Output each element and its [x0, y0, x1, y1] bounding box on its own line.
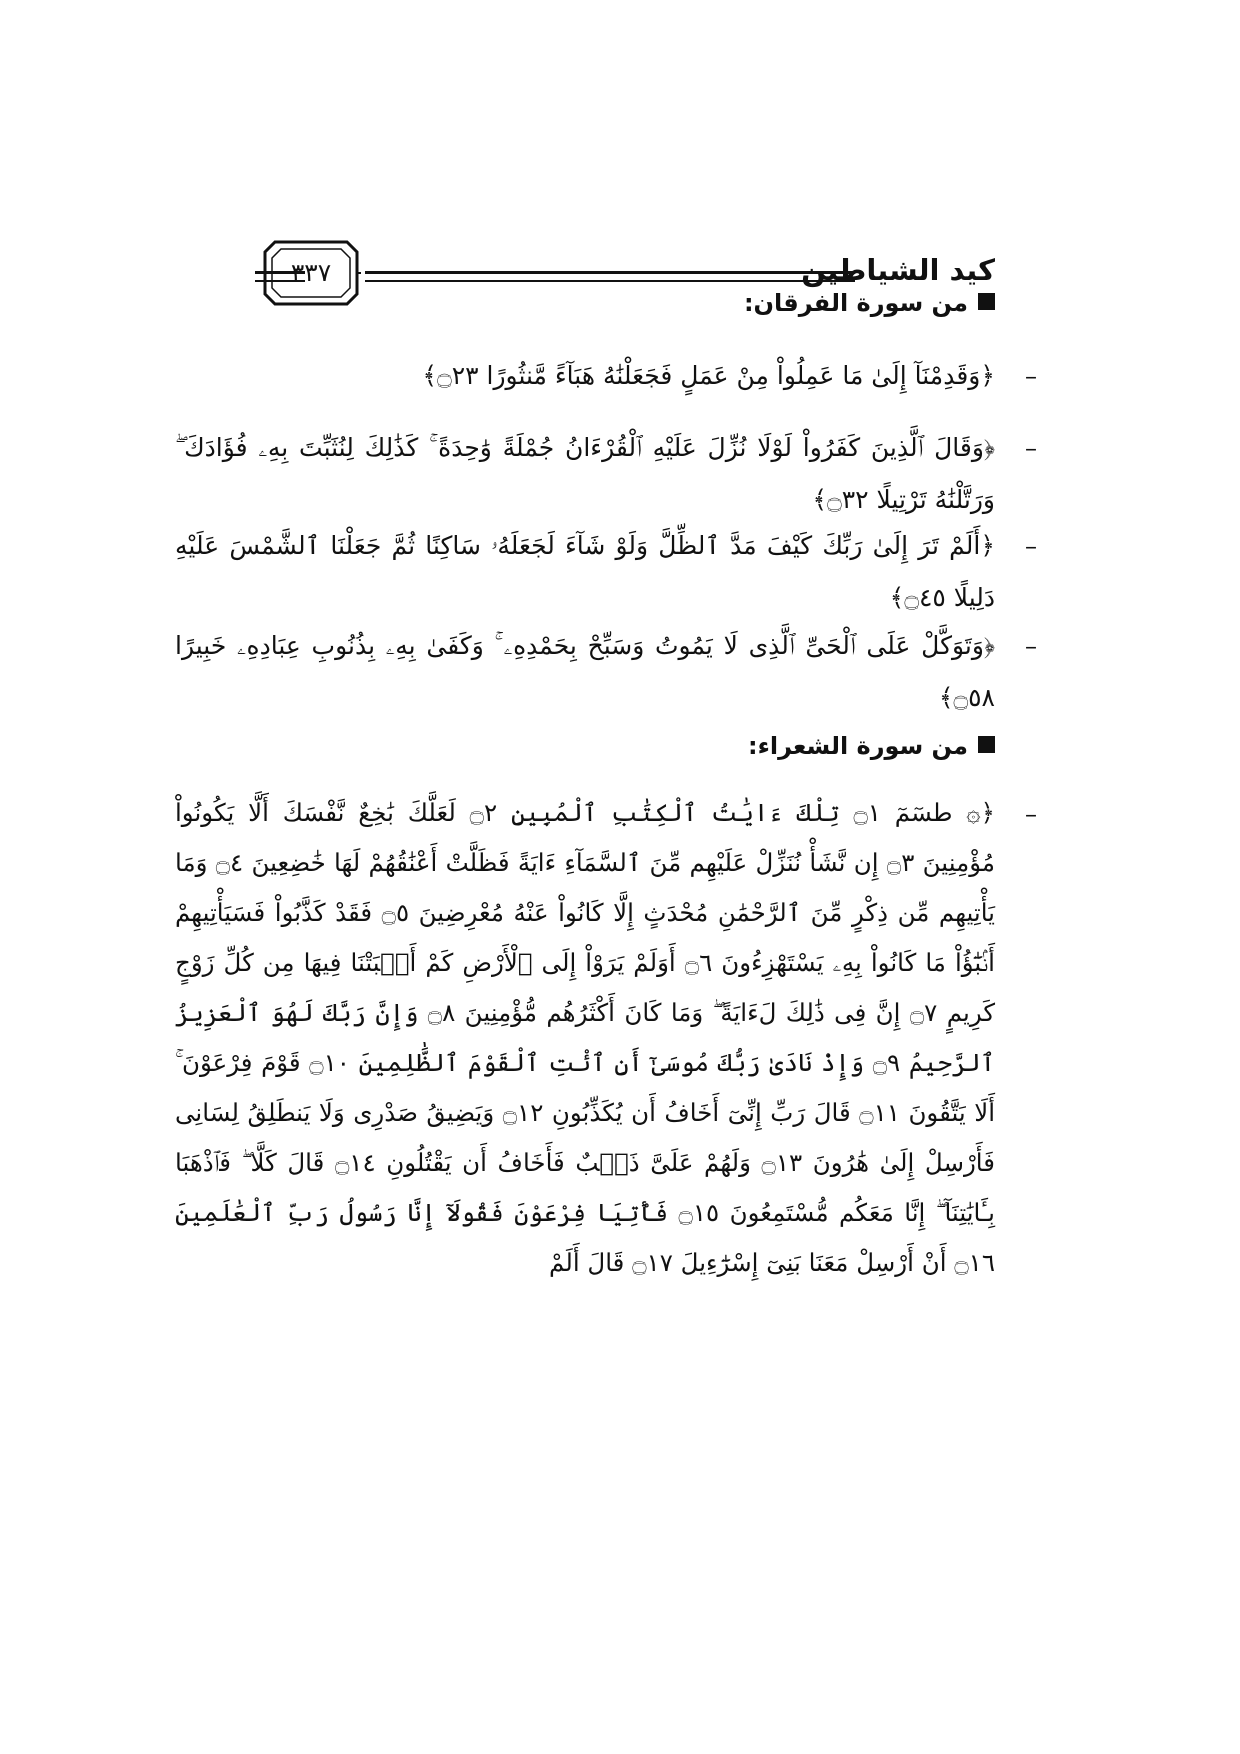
- verse-item: [175, 422, 1037, 526]
- section-heading-text: من سورة الشعراء:: [747, 732, 968, 760]
- square-bullet-icon: [978, 736, 995, 753]
- verse-text: ﴿۞ طسٓمٓ ۝١ تِلْكَ ءَايَٰتُ ٱلْكِتَٰبِ ٱلْمُبِينِ ۝٢ لَعَلَّكَ بَٰخِعٌ نَّفْسَكَ أَلَّا يَكُونُواْ مُؤْمِنِينَ ۝٣ إِن نَّشَأْ نُنَزِّلْ عَلَيْهِم مِّنَ ٱلسَّمَآءِ ءَايَةً فَظَلَّتْ أَعْنَٰقُهُمْ لَهَا خَٰضِعِينَ ۝٤ وَمَا يَأْتِيهِم مِّن ذِكْرٍ مِّنَ ٱلرَّحْمَٰنِ مُحْدَثٍ إِلَّا كَانُواْ عَنْهُ مُعْرِضِينَ ۝٥ فَقَدْ كَذَّبُواْ فَسَيَأْتِيهِمْ أَنۢبَٰٓؤُاْ مَا كَانُواْ بِهِۦ يَسْتَهْزِءُونَ ۝٦ أَوَلَمْ يَرَوْاْ إِلَى ٱلْأَرْضِ كَمْ أَنۢبَتْنَا فِيهَا مِن كُلِّ زَوْجٍ كَرِيمٍ ۝٧ إِنَّ فِى ذَٰلِكَ لَءَايَةً ۖ وَمَا كَانَ أَكْثَرُهُم مُّؤْمِنِينَ ۝٨ وَإِنَّ رَبَّكَ لَهُوَ ٱلْعَزِيزُ ٱلرَّحِيمُ ۝٩ وَإِذْ نَادَىٰ رَبُّكَ مُوسَىٰٓ أَنِ ٱئْتِ ٱلْقَوْمَ ٱلظَّٰلِمِينَ ۝١٠ قَوْمَ فِرْعَوْنَ ۚ أَلَا يَتَّقُونَ ۝١١ قَالَ رَبِّ إِنِّىٓ أَخَافُ أَن يُكَذِّبُونِ ۝١٢ وَيَضِيقُ صَدْرِى وَلَا يَنطَلِقُ لِسَانِى فَأَرْسِلْ إِلَىٰ هَٰرُونَ ۝١٣ وَلَهُمْ عَلَىَّ ذَنۢبٌ فَأَخَافُ أَن يَقْتُلُونِ ۝١٤ قَالَ كَلَّا ۖ فَٱذْهَبَا بِـَٔايَٰتِنَآ ۖ إِنَّا مَعَكُم مُّسْتَمِعُونَ ۝١٥ فَأْتِيَا فِرْعَوْنَ فَقُولَآ إِنَّا رَسُولُ رَبِّ ٱلْعَٰلَمِينَ ۝١٦ أَنْ أَرْسِلْ مَعَنَا بَنِىٓ إِسْرَٰٓءِيلَ ۝١٧ قَالَ أَلَمْ: [175, 798, 995, 1277]
- section-heading-shuara: [748, 728, 995, 764]
- verse-item: [175, 520, 1037, 624]
- header-rule-short: [255, 271, 305, 282]
- dash-bullet-icon: –: [1025, 434, 1037, 462]
- verse-text: ﴿وَقَالَ ٱلَّذِينَ كَفَرُواْ لَوْلَا نُزِّلَ عَلَيْهِ ٱلْقُرْءَانُ جُمْلَةً وَٰحِدَةً ۚ كَذَٰلِكَ لِنُثَبِّتَ بِهِۦ فُؤَادَكَ ۖ وَرَتَّلْنَٰهُ تَرْتِيلًا ۝٣٢﴾: [175, 433, 995, 514]
- dash-bullet-icon: –: [1025, 800, 1037, 828]
- header-rule-long: [365, 271, 855, 282]
- dash-bullet-icon: –: [1025, 362, 1037, 390]
- verse-item: [175, 788, 1037, 1288]
- verse-text: ﴿وَتَوَكَّلْ عَلَى ٱلْحَىِّ ٱلَّذِى لَا يَمُوتُ وَسَبِّحْ بِحَمْدِهِۦ ۚ وَكَفَىٰ بِهِۦ بِذُنُوبِ عِبَادِهِۦ خَبِيرًا ۝٥٨﴾: [175, 631, 995, 712]
- verse-item: [175, 350, 1037, 402]
- square-bullet-icon: [978, 293, 995, 310]
- verse-item: [175, 620, 1037, 724]
- section-heading-text: من سورة الفرقان:: [743, 289, 968, 317]
- verse-text: ﴿أَلَمْ تَرَ إِلَىٰ رَبِّكَ كَيْفَ مَدَّ ٱلظِّلَّ وَلَوْ شَآءَ لَجَعَلَهُۥ سَاكِنًا ثُمَّ جَعَلْنَا ٱلشَّمْسَ عَلَيْهِ دَلِيلًا ۝٤٥﴾: [175, 531, 995, 612]
- section-heading-furqan: [744, 285, 995, 321]
- running-title: كيد الشياطين: [801, 253, 995, 287]
- verse-text: ﴿وَقَدِمْنَآ إِلَىٰ مَا عَمِلُواْ مِنْ عَمَلٍ فَجَعَلْنَٰهُ هَبَآءً مَّنثُورًا ۝٢٣﴾: [422, 361, 995, 390]
- page-number: ٣٣٧: [290, 258, 332, 287]
- dash-bullet-icon: –: [1025, 532, 1037, 560]
- dash-bullet-icon: –: [1025, 632, 1037, 660]
